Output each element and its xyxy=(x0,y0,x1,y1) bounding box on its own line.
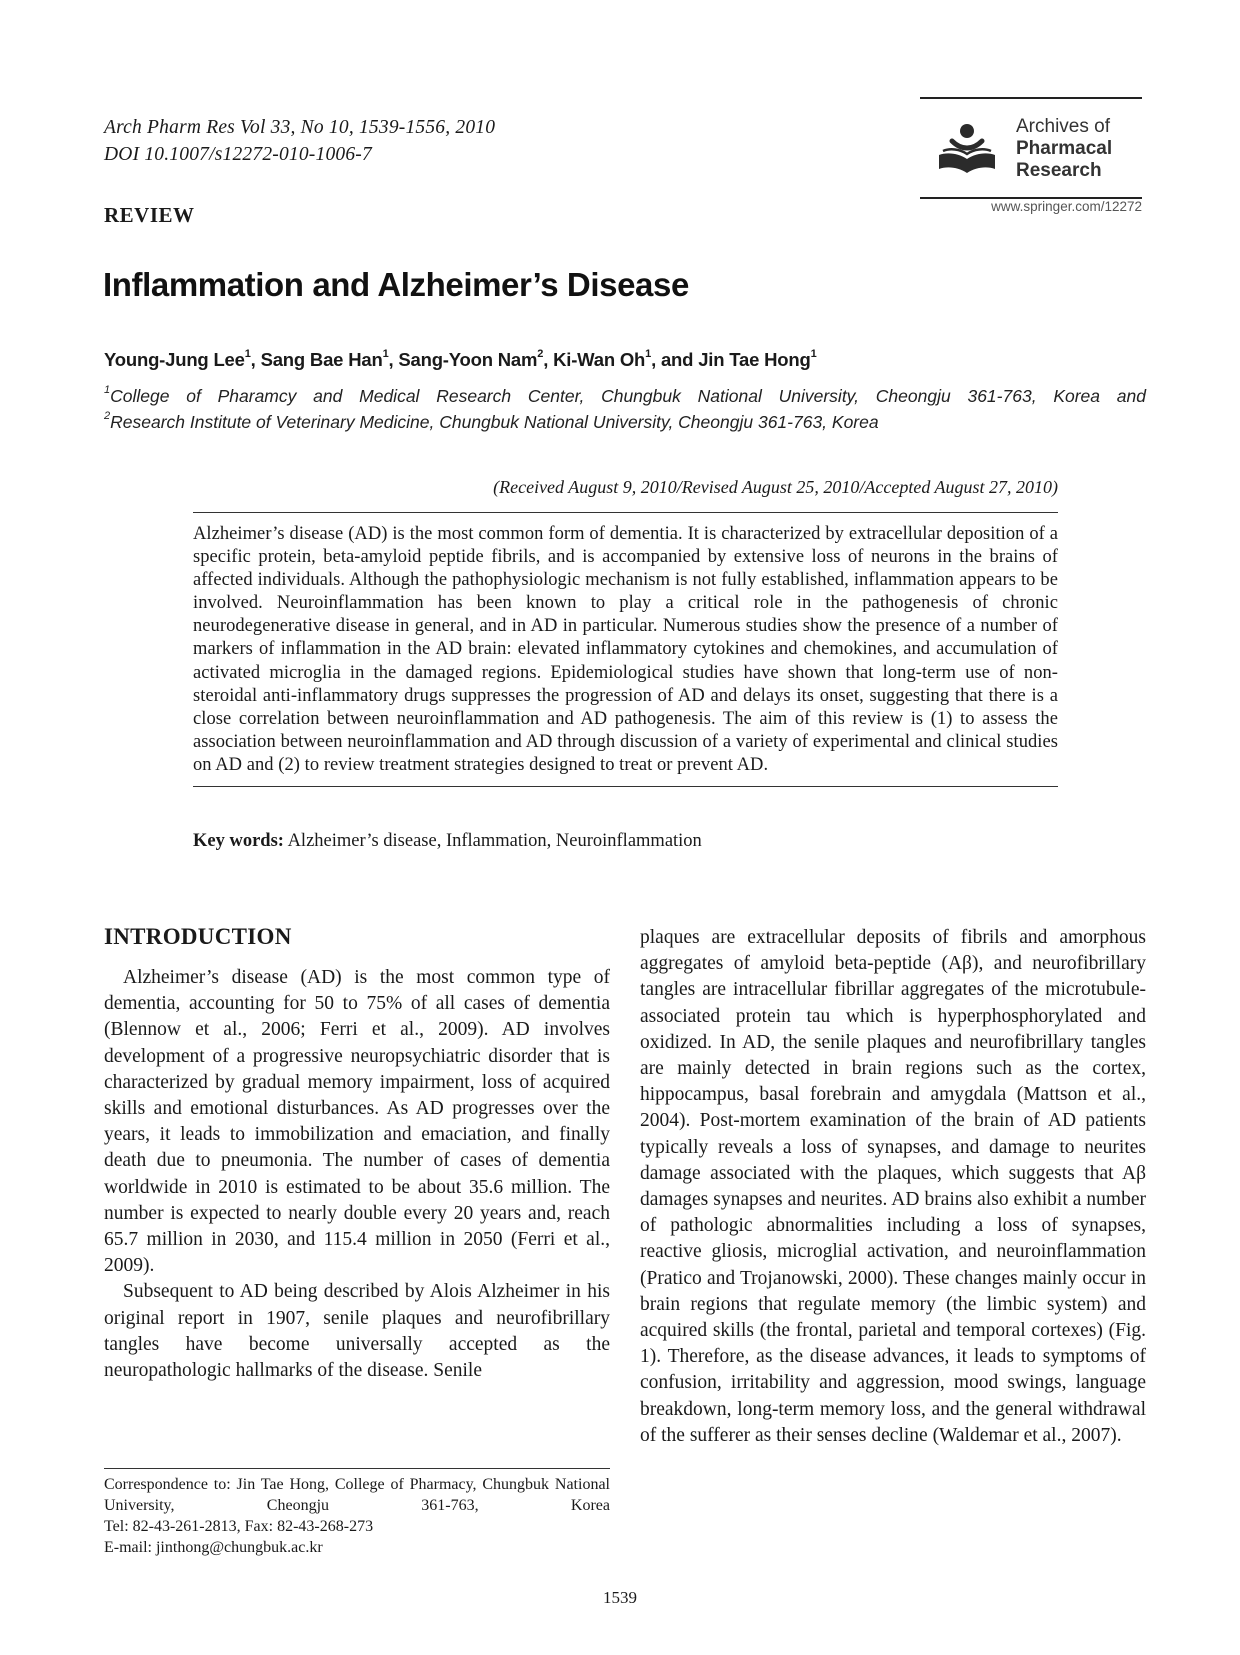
author-list: Young-Jung Lee$^1$, Sang Bae Han$^1$, Sang-Yoon Nam$^2$, Ki-Wan Oh$^1$, and Jin Tae Hong$^1$ xyxy=(104,347,817,370)
abstract xyxy=(193,512,1058,787)
received-dates: (Received August 9, 2010/Revised August 25, 2010/Accepted August 27, 2010) xyxy=(493,477,1058,497)
body-paragraph: Alzheimer’s disease (AD) is the most common type of dementia, accounting for 50 to 75% of all cases of dementia (Blennow et al., 2006; Ferri et al., 2009). AD involves development of a progressive neuropsychiatric disorder that is characterized by gradual memory impairment, loss of acquired skills and emotional disturbances. As AD progresses over the years, it leads to immobilization and emaciation, and finally death due to pneumonia. The number of cases of dementia worldwide in 2010 is estimated to be about 35.6 million. The number is expected to nearly double every 20 years and, reach 65.7 million in 2030, and 115.4 million in 2050 (Ferri et al., 2009). xyxy=(104,967,610,1277)
keywords xyxy=(193,831,702,852)
correspondence-address: Correspondence to: Jin Tae Hong, College of Pharmacy, Chungbuk National University, Cheongju 361-763, Korea xyxy=(104,1476,610,1514)
logo-line-1: Archives of xyxy=(1016,116,1110,137)
author-conjunction: and xyxy=(660,349,694,370)
author-affil-mark: 1 xyxy=(810,347,817,360)
body-paragraph: plaques are extracellular deposits of fibrils and amorphous aggregates of amyloid beta-peptide (Aβ), and neurofibrillary tangles are intracellular fibrillar aggregates of the microtubule-associated protein tau which is hyperphosphorylated and oxidized. In AD, the senile plaques and neurofibrillary tangles are mainly detected in brain regions such as the cortex, hippocampus, basal forebrain and amygdala (Mattson et al., 2004). Post-mortem examination of the brain of AD patients typically reveals a loss of synapses, and damage to neurites damage associated with the plaques, which suggests that Aβ damages synapses and neurites. AD brains also exhibit a number of pathologic abnormalities including a loss of synapses, reactive gliosis, microglial activation, and neuroinflammation (Pratico and Trojanowski, 2000). These changes mainly occur in brain regions that regulate memory (the limbic system) and acquired skills (the frontal, parietal and temporal cortexes) (Fig. 1). Therefore, as the disease advances, it leads to symptoms of confusion, irritability and aggression, mood swings, language breakdown, long-term memory loss, and the general withdrawal of the sufferer as their senses decline (Waldemar et al., 2007). xyxy=(640,927,1146,1446)
abstract-text: Alzheimer’s disease (AD) is the most common form of dementia. It is characterized by extracellular deposition of a specific protein, beta-amyloid peptide fibrils, and is accompanied by extensive loss of neurons in the brains of affected individuals. Although the pathophysiologic mechanism is not fully established, inflammation appears to be involved. Neuroinflammation has been known to play a critical role in the pathogenesis of chronic neurodegenerative disease in general, and in AD in particular. Numerous studies show the presence of a number of markers of inflammation in the AD brain: elevated inflammatory cytokines and chemokines, and accumulation of activated microglia in the damaged regions. Epidemiological studies have shown that long-term use of non-steroidal anti-inflammatory drugs suppresses the progression of AD and delays its onset, suggesting that there is a close correlation between neuroinflammation and AD pathogenesis. The aim of this review is (1) to assess the association between neuroinflammation and AD through discussion of a variety of experimental and clinical studies on AD and (2) to review treatment strategies designed to treat or prevent AD. xyxy=(193,524,1058,775)
logo-line-3: Research xyxy=(1016,160,1102,181)
correspondence-email[interactable]: E-mail: jinthong@chungbuk.ac.kr xyxy=(104,1539,323,1556)
keywords-text: Alzheimer’s disease, Inflammation, Neuroinflammation xyxy=(287,831,702,851)
body-paragraph: Subsequent to AD being described by Alois Alzheimer in his original report in 1907, senile plaques and neurofibrillary tangles have become universally accepted as the neuropathologic hallmarks of the disease. Senile xyxy=(104,1281,610,1382)
affiliation-number: 1 xyxy=(104,384,111,396)
correspondence-footnote xyxy=(104,1474,610,1558)
author-affil-mark: 1 xyxy=(382,347,389,360)
page-number: 1539 xyxy=(603,1588,637,1607)
author-name: Sang Bae Han xyxy=(260,349,383,370)
journal-volume-line: Arch Pharm Res Vol 33, No 10, 1539-1556, 2010 xyxy=(104,117,496,138)
affiliation-text: Research Institute of Veterinary Medicine, Chungbuk National University, Cheongju 361-763, Korea xyxy=(110,411,879,432)
journal-url[interactable]: www.springer.com/12272 xyxy=(991,199,1142,214)
author-name: Jin Tae Hong xyxy=(698,349,811,370)
affiliation-text: College of Pharamcy and Medical Research Center, Chungbuk National University, Cheongju 361-763, Korea and xyxy=(110,385,1146,406)
author-affil-mark: 2 xyxy=(537,347,544,360)
author-name: Young-Jung Lee xyxy=(104,349,245,370)
affiliation-2 xyxy=(104,405,1146,435)
book-reader-icon xyxy=(934,117,1000,177)
section-heading-introduction: INTRODUCTION xyxy=(104,924,292,949)
journal-logo xyxy=(920,97,1142,199)
affiliation-number: 2 xyxy=(104,410,111,422)
footnote-divider xyxy=(104,1468,610,1469)
author-affil-mark: 1 xyxy=(244,347,251,360)
journal-doi-line: DOI 10.1007/s12272-010-1006-7 xyxy=(104,144,372,165)
keywords-label: Key words: xyxy=(193,831,284,851)
correspondence-phone: Tel: 82-43-261-2813, Fax: 82-43-268-273 xyxy=(104,1518,374,1535)
section-label: REVIEW xyxy=(104,203,195,227)
journal-reference xyxy=(104,114,664,168)
author-name: Ki-Wan Oh xyxy=(553,349,646,370)
author-affil-mark: 1 xyxy=(645,347,652,360)
journal-logo-text xyxy=(1016,116,1142,182)
author-name: Sang-Yoon Nam xyxy=(398,349,538,370)
body-column-right xyxy=(640,925,1146,1449)
logo-line-2: Pharmacal xyxy=(1016,138,1113,159)
body-column-left xyxy=(104,965,610,1384)
paper-title: Inflammation and Alzheimer’s Disease xyxy=(103,266,689,303)
